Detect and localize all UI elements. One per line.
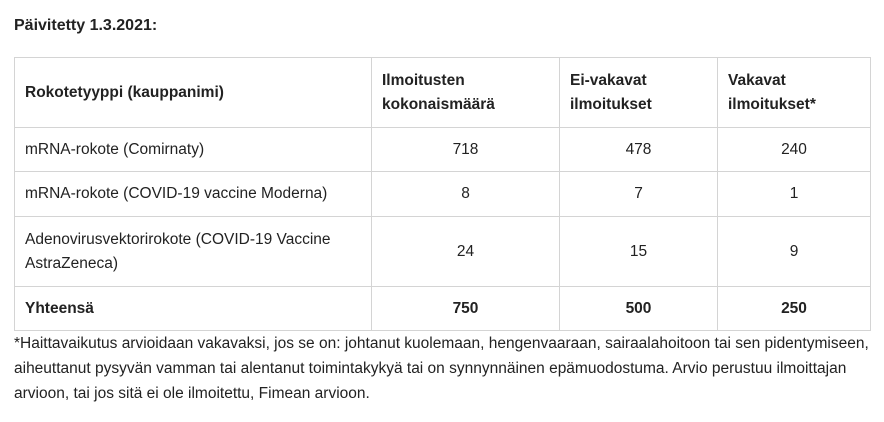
serious-cell: 9	[718, 217, 871, 287]
serious-sum-cell: 250	[718, 287, 871, 331]
table-header-row	[15, 58, 871, 128]
total-reports-cell: 24	[372, 217, 560, 287]
non-serious-sum-cell: 500	[560, 287, 718, 331]
vaccine-name-cell: mRNA-rokote (Comirnaty)	[15, 128, 372, 172]
non-serious-cell: 478	[560, 128, 718, 172]
total-label-cell: Yhteensä	[15, 287, 372, 331]
non-serious-cell: 7	[560, 172, 718, 217]
footnote: *Haittavaikutus arvioidaan vakavaksi, jos se on: johtanut kuolemaan, hengenvaaraan, sairaalahoitoon tai sen pidentymiseen, aiheuttanut pysyvän vamman tai alentanut toimintakykyä tai on synnynnäinen epämuodostuma. Arvio perustuu ilmoittajan arvioon, tai jos sitä ei ole ilmoitettu, Fimean arvioon.	[14, 335, 869, 402]
updated-date-heading: Päivitetty 1.3.2021:	[14, 17, 158, 34]
serious-cell: 1	[718, 172, 871, 217]
total-reports-cell: 8	[372, 172, 560, 217]
non-serious-cell: 15	[560, 217, 718, 287]
header-serious-reports: Vakavat ilmoitukset*	[718, 58, 871, 128]
adverse-reaction-table	[14, 57, 871, 331]
header-non-serious-reports: Ei-vakavat ilmoitukset	[560, 58, 718, 128]
total-reports-sum-cell: 750	[372, 287, 560, 331]
vaccine-name-cell: Adenovirusvektorirokote (COVID-19 Vaccine AstraZeneca)	[15, 217, 372, 287]
vaccine-name-cell: mRNA-rokote (COVID-19 vaccine Moderna)	[15, 172, 372, 217]
serious-cell: 240	[718, 128, 871, 172]
table-total-row	[15, 287, 871, 331]
header-total-reports: Ilmoitusten kokonaismäärä	[372, 58, 560, 128]
header-vaccine-type: Rokotetyyppi (kauppanimi)	[15, 58, 372, 128]
table-row	[15, 172, 871, 217]
total-reports-cell: 718	[372, 128, 560, 172]
table-row	[15, 128, 871, 172]
table-row	[15, 217, 871, 287]
